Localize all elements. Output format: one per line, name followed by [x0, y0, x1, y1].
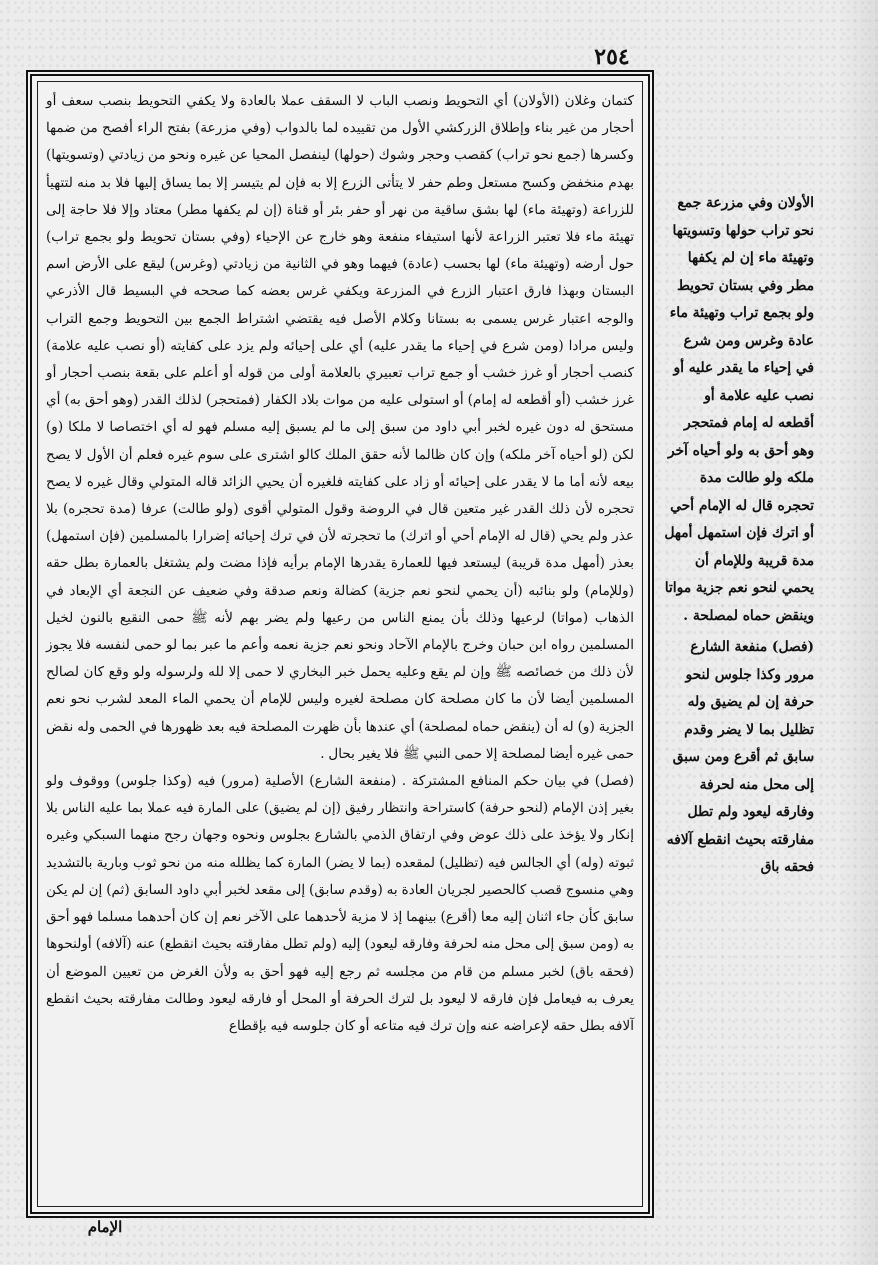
commentary-text	[38, 82, 642, 1040]
footer-catchword: الإمام	[87, 1218, 123, 1236]
page-edge-shadow	[838, 0, 878, 1265]
commentary-frame	[26, 70, 654, 1218]
commentary-paragraph-2: (فصل) في بيان حكم المنافع المشتركة . (منفعة الشارع) الأصلية (مرور) فيه (وكذا جلوس) ووقوف ولو بغير إذن الإمام (لنحو حرفة) كاستراحة وانتظار رفيق (إن لم يضيق) على المارة فيه عملا بما عليه الناس بلا إنكار ولا يؤخذ على ذلك عوض وفي ارتفاق الذمي بالشارع بجلوس ونحوه وجهان رجح منهما السبكي وغيره ثبوته (وله) أي الجالس فيه (تظليل) لمقعده (بما لا يضر) المارة كما يظلله منه من نحو ثوب وبارية بالتشديد وهي منسوج قصب كالحصير لجريان العادة به (وقدم سابق) إلى مقعد لخبر أبي داود السابق (ثم) إن لم يكن سابق كأن جاء اثنان إليه معا (أقرع) بينهما إذ لا مزية لأحدهما على الآخر نعم إن كان أحدهما مسلما فهو أحق به (ومن سبق إلى محل منه لحرفة وفارقه ليعود) إليه (ولم تطل مفارقته بحيث انقطع) عنه (آلافه) أولنحوها (فحقه باق) لخبر مسلم من قام من مجلسه ثم رجع إليه فهو أحق به ولأن الغرض من تعيين الموضع أن يعرف به فيعامل فإن فارقه لا ليعود بل لترك الحرفة أو المحل أو فارقه ليعود وطالت مفارقته بحيث انقطع آلافه بطل حقه لإعراضه عنه وإن ترك فيه متاعه أو كان جلوسه فيه بإقطاع	[46, 773, 634, 1034]
matn-paragraph-2: (فصل) منفعة الشارع مرور وكذا جلوس لنحو حرفة إن لم يضيق وله تظليل بما لا يضر وقدم سابق ثم أقرع ومن سبق إلى محل منه لحرفة وفارقه ليعود ولم تطل مفارقته بحيث انقطع آلافه فحقه باق	[666, 639, 814, 875]
matn-paragraph-1: الأولان وفي مزرعة جمع نحو تراب حولها وتسويتها وتهيئة ماء إن لم يكفها مطر وفي بستان تحويط ولو بجمع تراب وتهيئة ماء عادة وغرس ومن شرع في إحياء ما يقدر عليه أو نصب عليه علامة أو أقطعه له إمام فمتحجر وهو أحق به ولو أحياه آخر ملكه ولو طالت مدة تحجره قال له الإمام أحي أو اترك فإن استمهل أمهل مدة قريبة وللإمام أن يحمي لنحو نعم جزية مواتا وينقض حماه لمصلحة .	[664, 195, 814, 624]
page-number: ٢٥٤	[594, 44, 630, 70]
commentary-inner-border	[37, 81, 643, 1207]
commentary-paragraph-1: كتمان وغلان (الأولان) أي التحويط ونصب الباب لا السقف عملا بالعادة ولا يكفي التحويط بنصب سعف أو أحجار من غير بناء وإطلاق الزركشي الأول من تقييده لما بالدواب (وفي مزرعة) بفتح الراء أفصح من ضمها وكسرها (جمع نحو تراب) كقصب وحجر وشوك (حولها) لينفصل المحيا عن غيره ونحو من زيادتي (وتسويتها) بهدم منخفض وكسح مستعل وطم حفر لا يتأتى الزرع إلا به فإن لم يتيسر إلا بما يساق إليها فلا بد منه لتتهيأ للزراعة (وتهيئة ماء) لها بشق ساقية من نهر أو حفر بئر أو قناة (إن لم يكفها مطر) معتاد وإلا فلا حاجة إلى تهيئة ماء فلا تعتبر الزراعة لأنها استيفاء منفعة وهو خارج عن الإحياء (وفي بستان تحويط ولو بجمع تراب) حول أرضه (وتهيئة ماء) لها بحسب (عادة) فيهما وهو في الثانية من زيادتي (وغرس) ليقع على الأرض اسم البستان وبهذا فارق اعتبار الزرع في المزرعة ويكفي غرس بعضه كما صححه في البسيط قال الأذرعي والوجه اعتبار غرس يسمى به بستانا وكلام الأصل فيه يقتضي اشتراط الجمع بين التحويط وجمع التراب وليس مرادا (ومن شرع في إحياء ما يقدر عليه) أي على إحيائه ولم يزد على كفايته (أو نصب عليه علامة) كنصب أحجار أو غرز خشب أو جمع تراب تعبيري بالعلامة أولى من قوله أو أعلم على بقعة بنصب أحجار أو غرز خشب (أو أقطعه له إمام) أو استولى عليه من موات بلاد الكفار (فمتحجر) لذلك القدر (وهو أحق به) أي مستحق له دون غيره لخبر أبي داود من سبق إلى ما لم يسبق إليه مسلم فهو له أي اختصاصا لا ملكا (و) لكن (لو أحياه آخر ملكه) وإن كان ظالما لأنه حقق الملك كالو اشترى على سوم غيره فعلم أن الأول لا يصح بيعه لأنه أما ما لا يقدر على إحيائه أو زاد على كفايته فلغيره أن يحيي الزائد قاله المتولي وقال غيره لا يصح تحجره لأن ذلك القدر غير متعين قال في الروضة وقول المتولي أقوى (ولو طالت) عرفا (مدة تحجره) بلا عذر ولم يحي (قال له الإمام أحي أو اترك) ما تحجرته لأن في ترك إحيائه إضرارا بالمسلمين (فإن استمهل) بعذر (أمهل مدة قريبة) ليستعد فيها للعمارة يقدرها الإمام برأيه فإذا مضت ولم يشتغل بالعمارة بطل حقه (وللإمام) ولو بنائبه (أن يحمي لنحو نعم جزية) كضالة ونعم صدقة وفي ضعيف عن النجعة أي الإبعاد في الذهاب (مواتا) لرعيها وذلك بأن يمنع الناس من رعيها ولم يضر بهم لأنه ﷺ حمى النقيع بالنون لخيل المسلمين رواه ابن حبان وخرج بالإمام الآحاد ونحو نعم جزية نعمه وأعم ما عبر بما لو حمى لنفسه فلا يجوز لأن ذلك من خصائصه ﷺ وإن لم يقع وعليه يحمل خبر البخاري لا حمى إلا لله ولرسوله ولو وقع كان لصالح المسلمين أيضا لأن ما كان مصلحة كان مصلحة لغيره وليس للإمام أن يحمي الماء المعد لشرب نحو نعم الجزية (و) له أن (ينقض حماه لمصلحة) أي عندها بأن ظهرت المصلحة فيه بعد ظهورها في الحمى وله نقض حمى غيره أيضا لمصلحة إلا حمى النبي ﷺ فلا يغير بحال .	[46, 93, 634, 762]
matn-column	[664, 190, 814, 882]
